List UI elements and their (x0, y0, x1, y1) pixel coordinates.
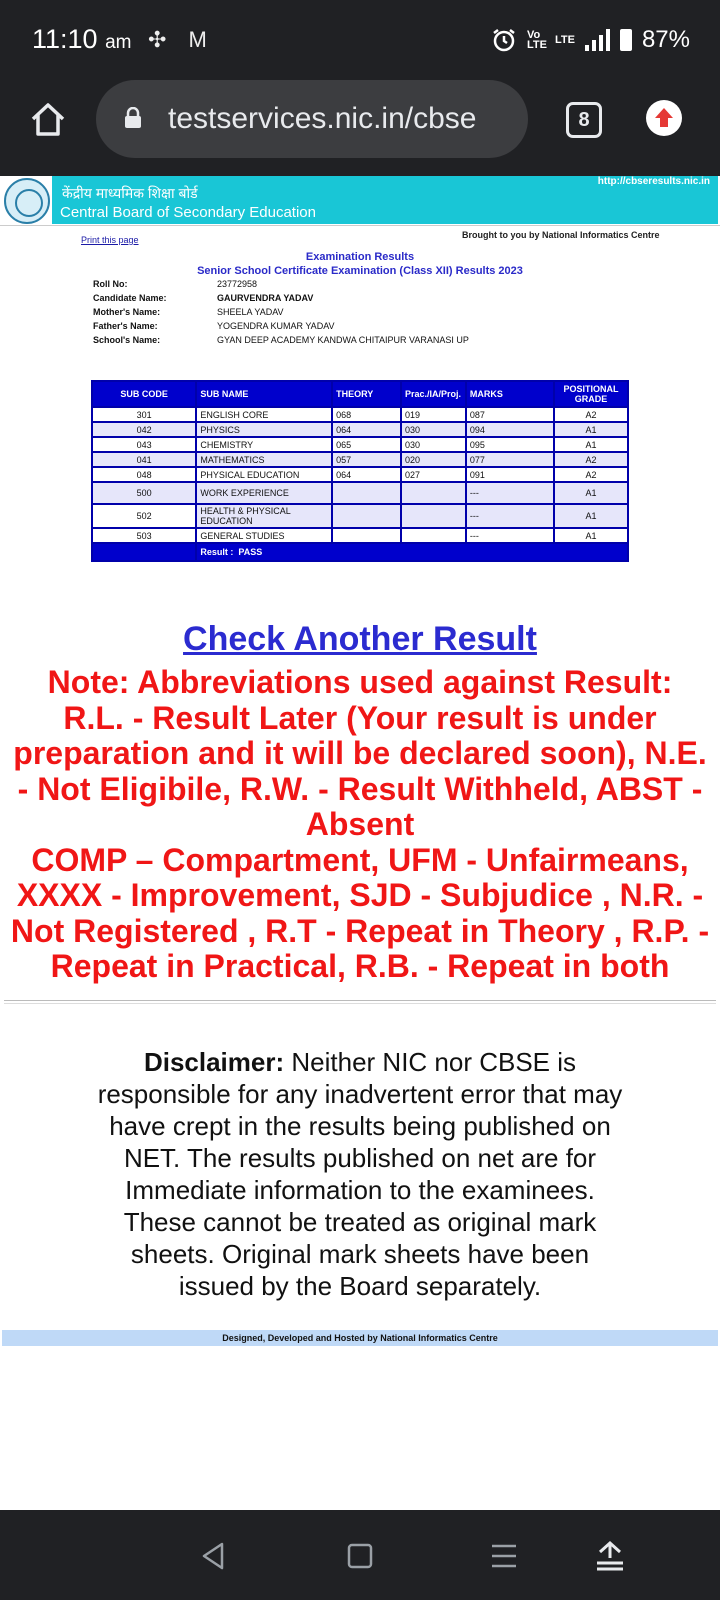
note-line: Not Registered , R.T - Repeat in Theory , R.P. - (10, 912, 710, 949)
header-grade (554, 381, 628, 407)
table-row (92, 452, 628, 467)
practical-cell: 020 (401, 452, 466, 467)
marks-cell: 091 (466, 467, 554, 482)
marks-table (91, 380, 629, 562)
sub-name-cell: GENERAL STUDIES (196, 528, 332, 543)
header-grade-line1: POSITIONAL (563, 384, 619, 394)
school-value: GYAN DEEP ACADEMY KANDWA CHITAIPUR VARANASI UP (217, 335, 469, 345)
theory-cell (332, 482, 401, 504)
abbreviations-note (4, 665, 716, 985)
site-link[interactable]: http://cbseresults.nic.in (597, 176, 710, 187)
theory-cell (332, 528, 401, 543)
web-page (0, 176, 720, 1510)
mother-value: SHEELA YADAV (217, 307, 284, 317)
disclaimer (90, 1046, 630, 1302)
print-page-link[interactable]: Print this page (81, 235, 139, 245)
sub-code-cell: 502 (92, 504, 196, 528)
grade-cell: A1 (554, 422, 628, 437)
grade-cell: A2 (554, 467, 628, 482)
marks-body (92, 407, 628, 561)
header-sub-name: SUB NAME (196, 381, 332, 407)
sub-code-cell: 301 (92, 407, 196, 422)
practical-cell: 030 (401, 437, 466, 452)
sub-code-cell: 048 (92, 467, 196, 482)
status-time (32, 24, 131, 55)
theory-cell: 057 (332, 452, 401, 467)
divider (4, 1000, 716, 1004)
practical-cell: 027 (401, 467, 466, 482)
marks-cell: 095 (466, 437, 554, 452)
result-label: Result : (200, 547, 234, 557)
sub-name-cell: HEALTH & PHYSICAL EDUCATION (196, 504, 332, 528)
note-line: - Not Eligibile, R.W. - Result Withheld, ABST - (17, 770, 703, 807)
marks-cell: --- (466, 482, 554, 504)
alarm-icon (491, 27, 517, 53)
board-name-hindi: केंद्रीय माध्यमिक शिक्षा बोर्ड (62, 185, 198, 201)
result-row (92, 543, 628, 561)
sub-code-cell: 500 (92, 482, 196, 504)
note-line: R.L. - Result Later (Your result is under (63, 699, 657, 736)
marks-cell: --- (466, 528, 554, 543)
note-line: XXXX - Improvement, SJD - Subjudice , N.R. - (16, 877, 704, 913)
practical-cell (401, 528, 466, 543)
disclaimer-text: Neither NIC nor CBSE is responsible for any inadvertent error that may have crept in the results being published on NET. The results published on net are for Immediate information to the examinees. These cannot be treated as original mark sheets. Original mark sheets have been issued by the Board separately. (97, 1047, 623, 1301)
table-row (92, 422, 628, 437)
table-row (92, 407, 628, 422)
father-value: YOGENDRA KUMAR YADAV (217, 321, 335, 331)
header-theory: THEORY (332, 381, 401, 407)
exam-subheading: Senior School Certificate Examination (Class XII) Results 2023 (197, 265, 523, 277)
table-row (92, 528, 628, 543)
board-name-english: Central Board of Secondary Education (60, 204, 316, 221)
candidate-value: GAURVENDRA YADAV (217, 293, 314, 303)
grade-cell: A2 (554, 407, 628, 422)
practical-cell (401, 504, 466, 528)
check-another-result-link[interactable]: Check Another Result (183, 620, 537, 658)
theory-cell (332, 504, 401, 528)
grade-cell: A1 (554, 437, 628, 452)
grade-cell: A1 (554, 528, 628, 543)
grade-cell: A1 (554, 504, 628, 528)
header-practical: Prac./IA/Proj. (401, 381, 466, 407)
header-grade-line2: GRADE (574, 394, 608, 404)
note-line: COMP – Compartment, UFM - Unfairmeans, (31, 841, 689, 878)
header-banner (52, 176, 718, 224)
note-line: Repeat in Practical, R.B. - Repeat in both (50, 948, 670, 984)
note-line: Note: Abbreviations used against Result: (47, 664, 673, 700)
exam-heading: Examination Results (305, 251, 415, 263)
practical-cell (401, 482, 466, 504)
expand-up-icon[interactable] (590, 1536, 630, 1576)
table-row (92, 504, 628, 528)
system-navigation-bar (0, 1510, 720, 1600)
sub-code-cell: 042 (92, 422, 196, 437)
marks-cell: 094 (466, 422, 554, 437)
marks-cell: 087 (466, 407, 554, 422)
sub-name-cell: PHYSICS (196, 422, 332, 437)
status-bar (0, 0, 720, 78)
sub-code-cell: 041 (92, 452, 196, 467)
battery-icon (620, 29, 632, 51)
back-icon[interactable] (194, 1536, 234, 1576)
cbse-logo (4, 178, 50, 224)
sub-name-cell: PHYSICAL EDUCATION (196, 467, 332, 482)
update-icon[interactable] (646, 100, 682, 136)
result-value: PASS (238, 547, 263, 557)
father-label: Father's Name: (93, 321, 158, 331)
volte-icon: Vo LTE (526, 29, 547, 51)
sub-name-cell: WORK EXPERIENCE (196, 482, 332, 504)
clock-time: 11:10 (32, 24, 98, 54)
clock-ampm: am (105, 32, 132, 53)
header-marks: MARKS (466, 381, 554, 407)
signal-icon (585, 29, 610, 51)
theory-cell: 068 (332, 407, 401, 422)
url-text[interactable]: testservices.nic.in/cbse (168, 102, 477, 135)
status-icons (491, 26, 690, 54)
table-header-row (92, 381, 628, 407)
marks-cell: --- (466, 504, 554, 528)
marks-cell: 077 (466, 452, 554, 467)
header-sub-code: SUB CODE (92, 381, 196, 407)
result-spacer (92, 543, 196, 561)
note-line: preparation and it will be declared soon), N.E. (13, 735, 707, 771)
grade-cell: A1 (554, 482, 628, 504)
sub-code-cell: 503 (92, 528, 196, 543)
recents-icon[interactable] (484, 1536, 524, 1576)
lock-icon[interactable] (124, 107, 142, 129)
browser-toolbar (0, 78, 720, 176)
battery-percent: 87% (641, 26, 690, 53)
roll-label: Roll No: (93, 279, 128, 289)
home-square-icon[interactable] (340, 1536, 380, 1576)
check-another-result-wrapper (0, 620, 720, 659)
notification-icons: ✣ M (148, 27, 215, 52)
note-line: Absent (305, 806, 415, 842)
table-row (92, 437, 628, 452)
sub-name-cell: ENGLISH CORE (196, 407, 332, 422)
practical-cell: 019 (401, 407, 466, 422)
school-label: School's Name: (93, 335, 161, 345)
network-type: LTE (554, 34, 575, 46)
sub-name-cell: CHEMISTRY (196, 437, 332, 452)
theory-cell: 065 (332, 437, 401, 452)
table-row (92, 482, 628, 504)
page-footer: Designed, Developed and Hosted by National Informatics Centre (2, 1330, 718, 1346)
table-row (92, 467, 628, 482)
mother-label: Mother's Name: (93, 307, 161, 317)
roll-value: 23772958 (217, 279, 258, 289)
disclaimer-label: Disclaimer: (143, 1047, 285, 1077)
sub-name-cell: MATHEMATICS (196, 452, 332, 467)
site-header (0, 176, 720, 226)
home-icon[interactable] (28, 100, 68, 140)
theory-cell: 064 (332, 422, 401, 437)
theory-cell: 064 (332, 467, 401, 482)
practical-cell: 030 (401, 422, 466, 437)
brought-by-text: Brought to you by National Informatics Centre (462, 230, 660, 240)
grade-cell: A2 (554, 452, 628, 467)
address-bar[interactable] (96, 80, 528, 158)
sub-code-cell: 043 (92, 437, 196, 452)
result-cell (196, 543, 628, 561)
tab-switcher-button[interactable]: 8 (566, 102, 602, 138)
candidate-label: Candidate Name: (93, 293, 167, 303)
